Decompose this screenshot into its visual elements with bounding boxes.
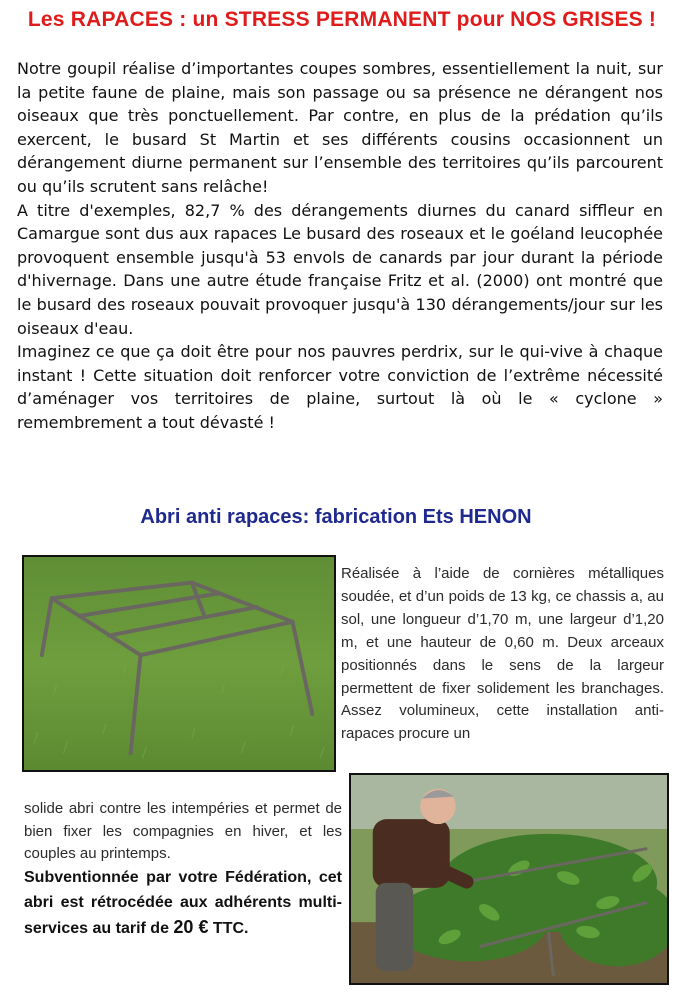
metal-frame-photo <box>22 555 336 772</box>
section-subtitle: Abri anti rapaces: fabrication Ets HENON <box>140 506 532 528</box>
installation-photo <box>349 773 669 985</box>
description-text: Réalisée à l’aide de cornières métalliques soudée, et d’un poids de 13 kg, ce chassis a, au sol, une longueur d’1,70 m, une largeur d’1,20 m, et une hauteur de 0,60 m. Deux arceaux positionnés dans le sens de la largeur permettent de fixer solidement les branchages. Assez volumineux, cette installation anti-rapaces procure un <box>341 565 664 743</box>
subsidy-text <box>24 866 342 942</box>
page-title: Les RAPACES : un STRESS PERMANENT pour NOS GRISES ! <box>27 8 657 31</box>
continuation-text: solide abri contre les intempéries et permet de bien fixer les compagnies en hiver, et les couples au printemps. <box>24 800 342 862</box>
intro-paragraph-1: Notre goupil réalise d’importantes coupes sombres, essentiellement la nuit, sur la petite faune de plaine, mais son passage ou sa présence ne dérangent nos oiseaux que très ponctuellement. Par contre, en plus de la prédation qu’ils exercent, le busard St Martin et ses différents cousins occasionnent un dérangement diurne permanent sur l’ensemble des territoires qu’ils parcourent ou qu’ils scrutent sans relâche! <box>17 59 663 196</box>
price-suffix: TTC. <box>212 920 249 937</box>
intro-text <box>17 57 663 435</box>
installation-illustration <box>351 775 667 983</box>
metal-frame-illustration <box>24 557 334 770</box>
subsidy-sentence: Subventionnée par votre Fédération, cet abri est rétrocédée aux adhérents multi-services au tarif de <box>24 869 342 937</box>
intro-paragraph-2: A titre d'exemples, 82,7 % des dérangements diurnes du canard siffleur en Camargue sont dus aux rapaces Le busard des roseaux et le goéland leucophée provoquent ensemble jusqu'à 53 envols de canards par jour durant la période d'hivernage. Dans une autre étude française Fritz et al. (2000) ont montré que le busard des roseaux pouvait provoquer jusqu'à 130 dérangements/jour sur les oiseaux d'eau. <box>17 200 663 338</box>
price: 20 € <box>173 917 209 937</box>
intro-paragraph-3: Imaginez ce que ça doit être pour nos pauvres perdrix, sur le qui-vive à chaque instant ! Cette situation doit renforcer votre conviction de l’extrême nécessité d’aménager vos territoires de plaine, surtout là où le « cyclone » remembrement a tout dévasté ! <box>17 342 663 432</box>
